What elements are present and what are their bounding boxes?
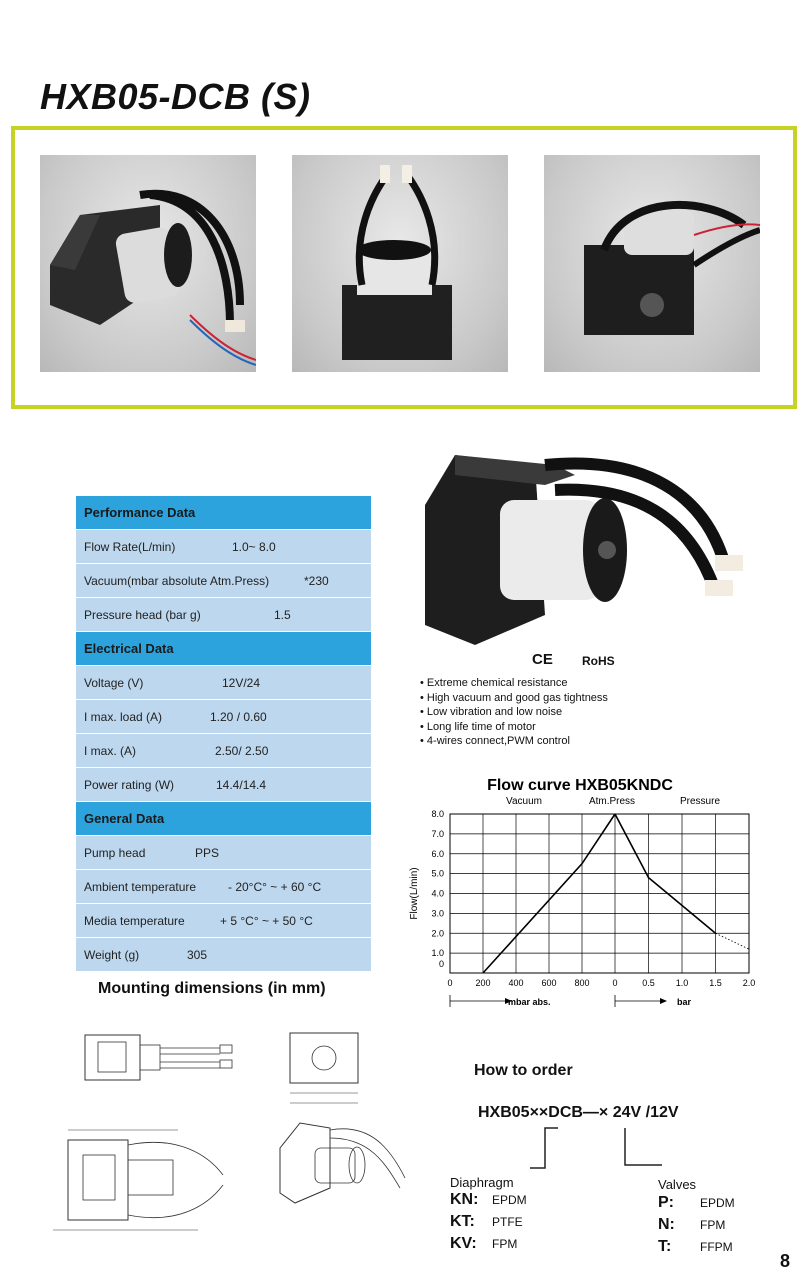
region-label: Pressure bbox=[679, 796, 721, 807]
chart-title: Flow curve HXB05KNDC bbox=[487, 777, 673, 794]
option-name: FFPM bbox=[700, 1240, 733, 1254]
option-name: FPM bbox=[700, 1218, 726, 1232]
x-tick-label: 1.5 bbox=[709, 978, 722, 988]
valves-option bbox=[658, 1216, 725, 1234]
y-axis-label: Flow(L/min) bbox=[409, 867, 420, 920]
spec-label: Vacuum(mbar absolute Atm.Press) bbox=[84, 573, 270, 588]
spec-label: Media temperature bbox=[84, 913, 185, 928]
spec-label: Pump head bbox=[84, 845, 146, 860]
mounting-title: Mounting dimensions (in mm) bbox=[98, 980, 326, 997]
drawing-isometric-view bbox=[270, 1118, 420, 1208]
spec-row bbox=[76, 836, 371, 870]
spec-label: Ambient temperature bbox=[84, 879, 197, 894]
feature-item: • 4-wires connect,PWM control bbox=[420, 734, 608, 749]
order-code-bracket bbox=[530, 1125, 670, 1170]
feature-item: • Extreme chemical resistance bbox=[420, 676, 608, 691]
spec-value: *230 bbox=[304, 573, 329, 588]
spec-value: 14.4/14.4 bbox=[216, 777, 267, 792]
product-photo-3[interactable] bbox=[544, 155, 760, 372]
spec-value: 1.5 bbox=[274, 607, 291, 622]
y-tick-label: 1.0 bbox=[431, 948, 444, 959]
x-tick-label: 400 bbox=[508, 978, 524, 988]
x-tick-label: 0.5 bbox=[642, 978, 655, 988]
photo-gallery bbox=[11, 126, 797, 409]
region-label: Atm.Press bbox=[588, 796, 636, 807]
spec-label: Flow Rate(L/min) bbox=[84, 539, 176, 554]
ce-mark: CE bbox=[532, 651, 553, 668]
spec-row bbox=[76, 598, 371, 632]
spec-section-heading: Performance Data bbox=[76, 496, 371, 530]
spec-value: - 20°C° ~ + 60 °C bbox=[228, 879, 322, 894]
y-tick-label: 0 bbox=[438, 959, 444, 969]
spec-row bbox=[76, 904, 371, 938]
product-photo-2[interactable] bbox=[292, 155, 508, 372]
feature-list bbox=[420, 676, 608, 749]
spec-label: Weight (g) bbox=[84, 947, 140, 962]
spec-value: PPS bbox=[195, 845, 220, 860]
option-code: KT: bbox=[450, 1213, 475, 1230]
rohs-mark: RoHS bbox=[582, 654, 615, 668]
valves-title: Valves bbox=[658, 1177, 697, 1192]
valves-option bbox=[658, 1238, 733, 1256]
order-title: How to order bbox=[474, 1062, 573, 1079]
diaphragm-option bbox=[450, 1213, 523, 1231]
order-code: HXB05××DCB—× 24V /12V bbox=[478, 1104, 679, 1121]
spec-label: I max. load (A) bbox=[84, 709, 163, 724]
option-name: FPM bbox=[492, 1237, 518, 1251]
spec-value: 305 bbox=[187, 947, 208, 962]
x-tick-label: 0 bbox=[612, 978, 618, 988]
option-code: KV: bbox=[450, 1235, 477, 1252]
spec-value: 1.0~ 8.0 bbox=[232, 539, 276, 554]
spec-row bbox=[76, 870, 371, 904]
unit-arrow-head bbox=[660, 998, 667, 1004]
y-tick-label: 2.0 bbox=[431, 928, 444, 939]
x-tick-label: 600 bbox=[541, 978, 557, 988]
y-tick-label: 8.0 bbox=[431, 809, 444, 819]
feature-item: • Long life time of motor bbox=[420, 720, 608, 735]
diaphragm-option bbox=[450, 1235, 517, 1253]
diaphragm-title: Diaphragm bbox=[450, 1175, 514, 1190]
drawing-top-view bbox=[48, 1125, 238, 1240]
vacuum-unit-label: mbar abs. bbox=[508, 997, 551, 1007]
spec-label: Voltage (V) bbox=[84, 675, 144, 690]
option-name: EPDM bbox=[492, 1193, 527, 1207]
drawing-side-view bbox=[80, 1030, 250, 1085]
valves-option bbox=[658, 1194, 735, 1212]
spec-row bbox=[76, 530, 371, 564]
spec-table bbox=[76, 495, 371, 972]
y-tick-label: 4.0 bbox=[431, 888, 444, 899]
y-tick-label: 5.0 bbox=[431, 868, 444, 879]
x-tick-label: 1.0 bbox=[675, 978, 689, 988]
spec-row bbox=[76, 700, 371, 734]
spec-row bbox=[76, 734, 371, 768]
drawing-front-view bbox=[280, 1028, 370, 1108]
spec-row bbox=[76, 666, 371, 700]
product-title: HXB05-DCB (S) bbox=[40, 76, 311, 117]
spec-label: I max. (A) bbox=[84, 743, 137, 758]
option-code: P: bbox=[658, 1194, 674, 1211]
spec-section-heading: Electrical Data bbox=[76, 632, 371, 666]
flow-curve-chart bbox=[400, 770, 760, 1020]
flow-curve-pressure-dotted bbox=[716, 933, 750, 949]
y-tick-label: 6.0 bbox=[431, 848, 444, 859]
spec-value: + 5 °C° ~ + 50 °C bbox=[220, 913, 313, 928]
product-photo-1[interactable] bbox=[40, 155, 256, 372]
option-code: KN: bbox=[450, 1191, 479, 1208]
option-name: EPDM bbox=[700, 1196, 735, 1210]
spec-label: Pressure head (bar g) bbox=[84, 607, 201, 622]
page-number: 8 bbox=[779, 1251, 790, 1271]
feature-item: • High vacuum and good gas tightness bbox=[420, 691, 608, 706]
option-name: PTFE bbox=[492, 1215, 523, 1229]
product-render bbox=[415, 455, 755, 655]
region-label: Vacuum bbox=[506, 796, 542, 807]
spec-row bbox=[76, 564, 371, 598]
spec-value: 2.50/ 2.50 bbox=[215, 743, 269, 758]
spec-value: 1.20 / 0.60 bbox=[210, 709, 267, 724]
x-tick-label: 800 bbox=[574, 978, 590, 988]
spec-section-heading: General Data bbox=[76, 802, 371, 836]
spec-row bbox=[76, 938, 371, 972]
y-tick-label: 7.0 bbox=[431, 828, 444, 839]
spec-row bbox=[76, 768, 371, 802]
spec-label: Power rating (W) bbox=[84, 777, 175, 792]
feature-item: • Low vibration and low noise bbox=[420, 705, 608, 720]
diaphragm-option bbox=[450, 1191, 527, 1209]
option-code: N: bbox=[658, 1216, 675, 1233]
x-tick-label: 0 bbox=[447, 978, 453, 988]
spec-value: 12V/24 bbox=[222, 675, 261, 690]
x-tick-label: 200 bbox=[475, 978, 491, 988]
y-tick-label: 3.0 bbox=[431, 908, 444, 919]
pressure-unit-label: bar bbox=[677, 997, 692, 1007]
x-tick-label: 2.0 bbox=[742, 978, 756, 988]
option-code: T: bbox=[658, 1238, 672, 1255]
